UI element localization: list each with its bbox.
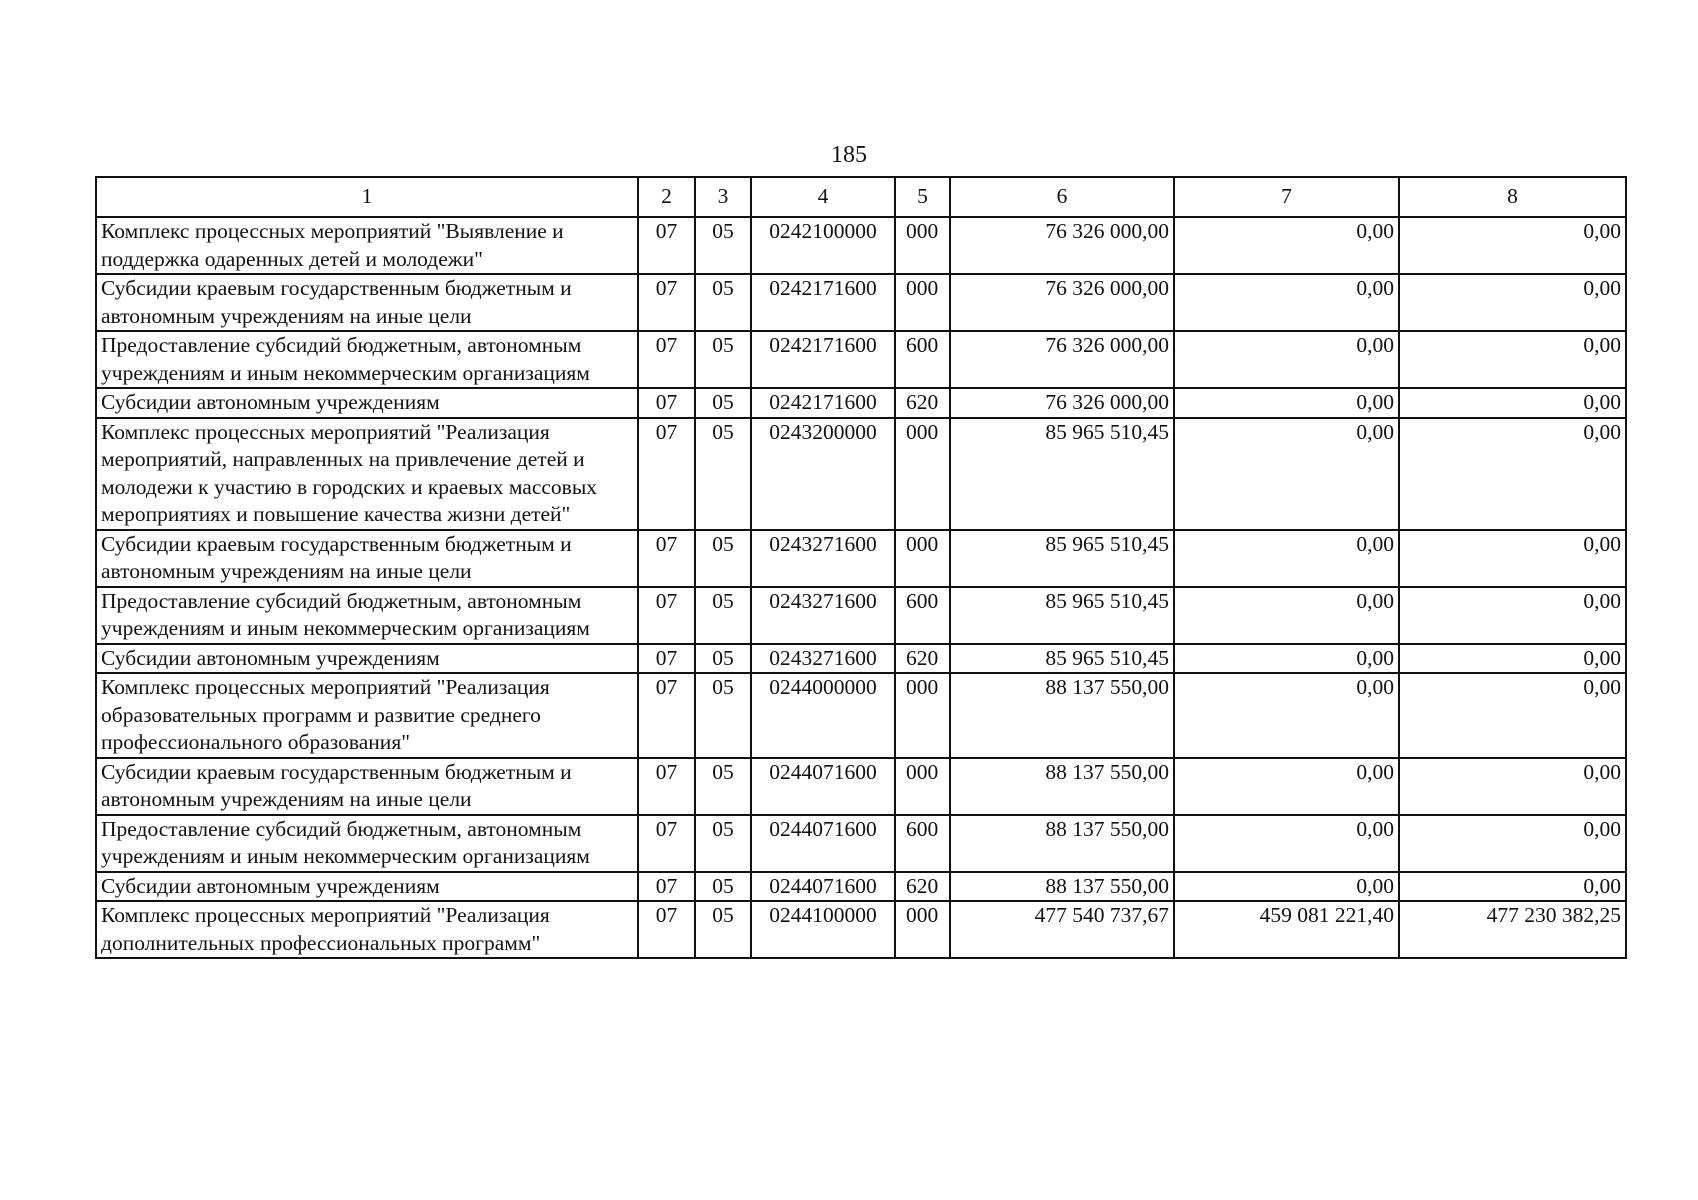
table-row [96, 274, 1626, 331]
row-amount-8: 0,00 [1399, 872, 1626, 902]
row-amount-7: 0,00 [1174, 217, 1399, 274]
row-amount-7: 0,00 [1174, 673, 1399, 758]
row-target-code: 0243200000 [751, 418, 895, 530]
row-name: Комплекс процессных мероприятий "Реализация мероприятий, направленных на привлечение детей и молодежи к участию в городских и краевых массовых мероприятиях и повышение качества жизни детей" [96, 418, 638, 530]
row-amount-7: 0,00 [1174, 758, 1399, 815]
table-row [96, 418, 1626, 530]
row-target-code: 0242171600 [751, 331, 895, 388]
table-row [96, 587, 1626, 644]
row-name: Субсидии краевым государственным бюджетным и автономным учреждениям на иные цели [96, 274, 638, 331]
row-expense-type: 600 [895, 815, 950, 872]
row-amount-8: 0,00 [1399, 815, 1626, 872]
row-subsection: 05 [695, 901, 751, 958]
row-name: Субсидии автономным учреждениям [96, 644, 638, 674]
row-target-code: 0242171600 [751, 274, 895, 331]
row-section: 07 [638, 331, 695, 388]
row-target-code: 0243271600 [751, 530, 895, 587]
row-target-code: 0244071600 [751, 758, 895, 815]
row-amount-8: 0,00 [1399, 331, 1626, 388]
table-row [96, 644, 1626, 674]
table-row [96, 901, 1626, 958]
row-amount-6: 477 540 737,67 [950, 901, 1174, 958]
table-row [96, 673, 1626, 758]
row-name: Предоставление субсидий бюджетным, автономным учреждениям и иным некоммерческим организациям [96, 331, 638, 388]
row-name: Комплекс процессных мероприятий "Реализация дополнительных профессиональных программ" [96, 901, 638, 958]
budget-table [95, 176, 1627, 959]
column-header: 4 [751, 177, 895, 217]
row-subsection: 05 [695, 587, 751, 644]
row-expense-type: 620 [895, 644, 950, 674]
row-amount-6: 88 137 550,00 [950, 673, 1174, 758]
row-amount-7: 0,00 [1174, 530, 1399, 587]
table-row [96, 331, 1626, 388]
row-expense-type: 000 [895, 673, 950, 758]
row-amount-8: 0,00 [1399, 418, 1626, 530]
row-section: 07 [638, 815, 695, 872]
row-amount-6: 88 137 550,00 [950, 815, 1174, 872]
row-amount-6: 85 965 510,45 [950, 587, 1174, 644]
row-target-code: 0242100000 [751, 217, 895, 274]
row-amount-6: 76 326 000,00 [950, 274, 1174, 331]
row-section: 07 [638, 530, 695, 587]
row-subsection: 05 [695, 530, 751, 587]
row-section: 07 [638, 274, 695, 331]
row-amount-6: 76 326 000,00 [950, 331, 1174, 388]
row-amount-6: 88 137 550,00 [950, 758, 1174, 815]
column-header: 5 [895, 177, 950, 217]
row-section: 07 [638, 872, 695, 902]
row-amount-6: 76 326 000,00 [950, 388, 1174, 418]
row-section: 07 [638, 217, 695, 274]
row-target-code: 0242171600 [751, 388, 895, 418]
row-expense-type: 000 [895, 901, 950, 958]
row-amount-7: 0,00 [1174, 274, 1399, 331]
table-row [96, 530, 1626, 587]
row-amount-7: 0,00 [1174, 872, 1399, 902]
row-amount-8: 0,00 [1399, 587, 1626, 644]
row-expense-type: 000 [895, 418, 950, 530]
row-subsection: 05 [695, 274, 751, 331]
table-row [96, 217, 1626, 274]
row-amount-7: 0,00 [1174, 418, 1399, 530]
row-target-code: 0243271600 [751, 587, 895, 644]
row-expense-type: 000 [895, 217, 950, 274]
row-amount-7: 459 081 221,40 [1174, 901, 1399, 958]
row-section: 07 [638, 418, 695, 530]
row-amount-8: 0,00 [1399, 530, 1626, 587]
row-amount-6: 85 965 510,45 [950, 644, 1174, 674]
row-name: Предоставление субсидий бюджетным, автономным учреждениям и иным некоммерческим организациям [96, 815, 638, 872]
row-section: 07 [638, 673, 695, 758]
row-section: 07 [638, 644, 695, 674]
row-subsection: 05 [695, 217, 751, 274]
table-row [96, 388, 1626, 418]
row-amount-8: 0,00 [1399, 388, 1626, 418]
row-subsection: 05 [695, 644, 751, 674]
row-subsection: 05 [695, 673, 751, 758]
row-amount-8: 0,00 [1399, 644, 1626, 674]
row-expense-type: 620 [895, 388, 950, 418]
column-header: 8 [1399, 177, 1626, 217]
column-header: 2 [638, 177, 695, 217]
table-row [96, 872, 1626, 902]
row-amount-6: 85 965 510,45 [950, 530, 1174, 587]
column-header: 3 [695, 177, 751, 217]
row-subsection: 05 [695, 331, 751, 388]
row-expense-type: 600 [895, 331, 950, 388]
row-amount-8: 0,00 [1399, 758, 1626, 815]
row-section: 07 [638, 388, 695, 418]
row-amount-6: 76 326 000,00 [950, 217, 1174, 274]
row-name: Субсидии краевым государственным бюджетным и автономным учреждениям на иные цели [96, 530, 638, 587]
row-expense-type: 000 [895, 758, 950, 815]
row-name: Предоставление субсидий бюджетным, автономным учреждениям и иным некоммерческим организациям [96, 587, 638, 644]
row-name: Комплекс процессных мероприятий "Выявление и поддержка одаренных детей и молодежи" [96, 217, 638, 274]
row-expense-type: 000 [895, 530, 950, 587]
row-amount-7: 0,00 [1174, 388, 1399, 418]
row-amount-8: 0,00 [1399, 274, 1626, 331]
header-row [96, 177, 1626, 217]
row-subsection: 05 [695, 418, 751, 530]
row-amount-7: 0,00 [1174, 331, 1399, 388]
row-amount-8: 0,00 [1399, 673, 1626, 758]
row-subsection: 05 [695, 872, 751, 902]
row-subsection: 05 [695, 388, 751, 418]
row-expense-type: 000 [895, 274, 950, 331]
row-expense-type: 600 [895, 587, 950, 644]
column-header: 6 [950, 177, 1174, 217]
row-target-code: 0244000000 [751, 673, 895, 758]
row-section: 07 [638, 758, 695, 815]
row-name: Субсидии автономным учреждениям [96, 388, 638, 418]
row-expense-type: 620 [895, 872, 950, 902]
row-amount-7: 0,00 [1174, 815, 1399, 872]
row-amount-8: 0,00 [1399, 217, 1626, 274]
row-name: Субсидии краевым государственным бюджетным и автономным учреждениям на иные цели [96, 758, 638, 815]
row-amount-6: 88 137 550,00 [950, 872, 1174, 902]
row-target-code: 0244071600 [751, 872, 895, 902]
row-section: 07 [638, 587, 695, 644]
row-amount-7: 0,00 [1174, 587, 1399, 644]
row-target-code: 0243271600 [751, 644, 895, 674]
row-name: Субсидии автономным учреждениям [96, 872, 638, 902]
row-target-code: 0244100000 [751, 901, 895, 958]
row-name: Комплекс процессных мероприятий "Реализация образовательных программ и развитие среднего профессионального образования" [96, 673, 638, 758]
column-header: 7 [1174, 177, 1399, 217]
row-subsection: 05 [695, 758, 751, 815]
row-amount-7: 0,00 [1174, 644, 1399, 674]
row-target-code: 0244071600 [751, 815, 895, 872]
page-number: 185 [831, 142, 867, 168]
row-amount-8: 477 230 382,25 [1399, 901, 1626, 958]
row-section: 07 [638, 901, 695, 958]
column-header: 1 [96, 177, 638, 217]
table-row [96, 758, 1626, 815]
table-row [96, 815, 1626, 872]
row-amount-6: 85 965 510,45 [950, 418, 1174, 530]
row-subsection: 05 [695, 815, 751, 872]
